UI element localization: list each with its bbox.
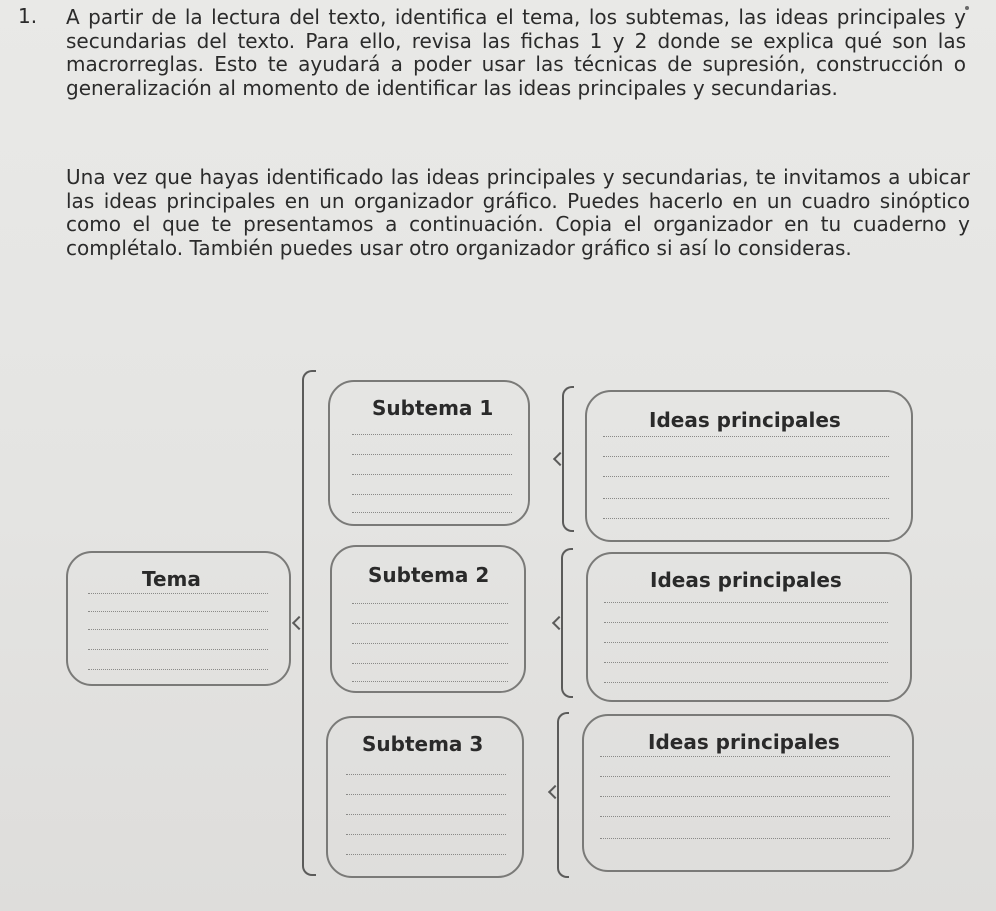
answer-line [603,456,889,457]
subtema-title-1: Subtema 1 [372,396,494,420]
subtema-box-2 [330,545,526,693]
subtema-box-1 [328,380,530,526]
answer-line [352,603,508,604]
instruction-paragraph-1: A partir de la lectura del texto, identifica el tema, los subtemas, las ideas principales y secundarias del texto. Para ello, revisa las fichas 1 y 2 donde se explica qué son las macrorreglas. Esto te ayudará a poder usar las técnicas de supresión, construcción o generalización al momento de identificar las ideas principales y secundarias. [66,5,966,100]
subtema-title-2: Subtema 2 [368,563,490,587]
answer-line [604,602,888,603]
ideas-box-3 [582,714,914,872]
answer-line [346,774,506,775]
answer-line [604,642,888,643]
item-number: 1. [18,4,38,28]
answer-line [346,834,506,835]
ideas-title-2: Ideas principales [650,568,842,592]
answer-line [346,814,506,815]
answer-line [352,663,508,664]
answer-line [352,623,508,624]
answer-line [603,518,889,519]
answer-line [600,796,890,797]
answer-line [600,776,890,777]
answer-line [346,854,506,855]
tema-box [66,551,291,686]
answer-line [88,649,268,650]
answer-line [604,662,888,663]
answer-line [603,498,889,499]
answer-line [346,794,506,795]
answer-line [88,669,268,670]
answer-line [88,629,268,630]
instruction-paragraph-2: Una vez que hayas identificado las ideas principales y secundarias, te invitamos a ubicar las ideas principales en un organizador gráfico. Puedes hacerlo en un cuadro sinóptico como el que te presentamos a continuación. Copia el organizador en tu cuaderno y complétalo. También puedes usar otro organizador gráfico si así lo consideras. [66,165,970,260]
answer-line [352,643,508,644]
answer-line [352,512,512,513]
answer-line [352,474,512,475]
answer-line [603,436,889,437]
answer-line [600,838,890,839]
answer-line [352,434,512,435]
answer-line [88,611,268,612]
subtema-title-3: Subtema 3 [362,732,484,756]
answer-line [603,476,889,477]
answer-line [352,494,512,495]
ideas-box-1 [585,390,913,542]
answer-line [600,756,890,757]
answer-line [604,622,888,623]
answer-line [604,682,888,683]
answer-line [88,593,268,594]
answer-line [352,681,508,682]
answer-line [352,454,512,455]
ideas-title-3: Ideas principales [648,730,840,754]
subtema-box-3 [326,716,524,878]
ideas-box-2 [586,552,912,702]
answer-line [600,816,890,817]
tema-title: Tema [142,567,201,591]
ideas-title-1: Ideas principales [649,408,841,432]
